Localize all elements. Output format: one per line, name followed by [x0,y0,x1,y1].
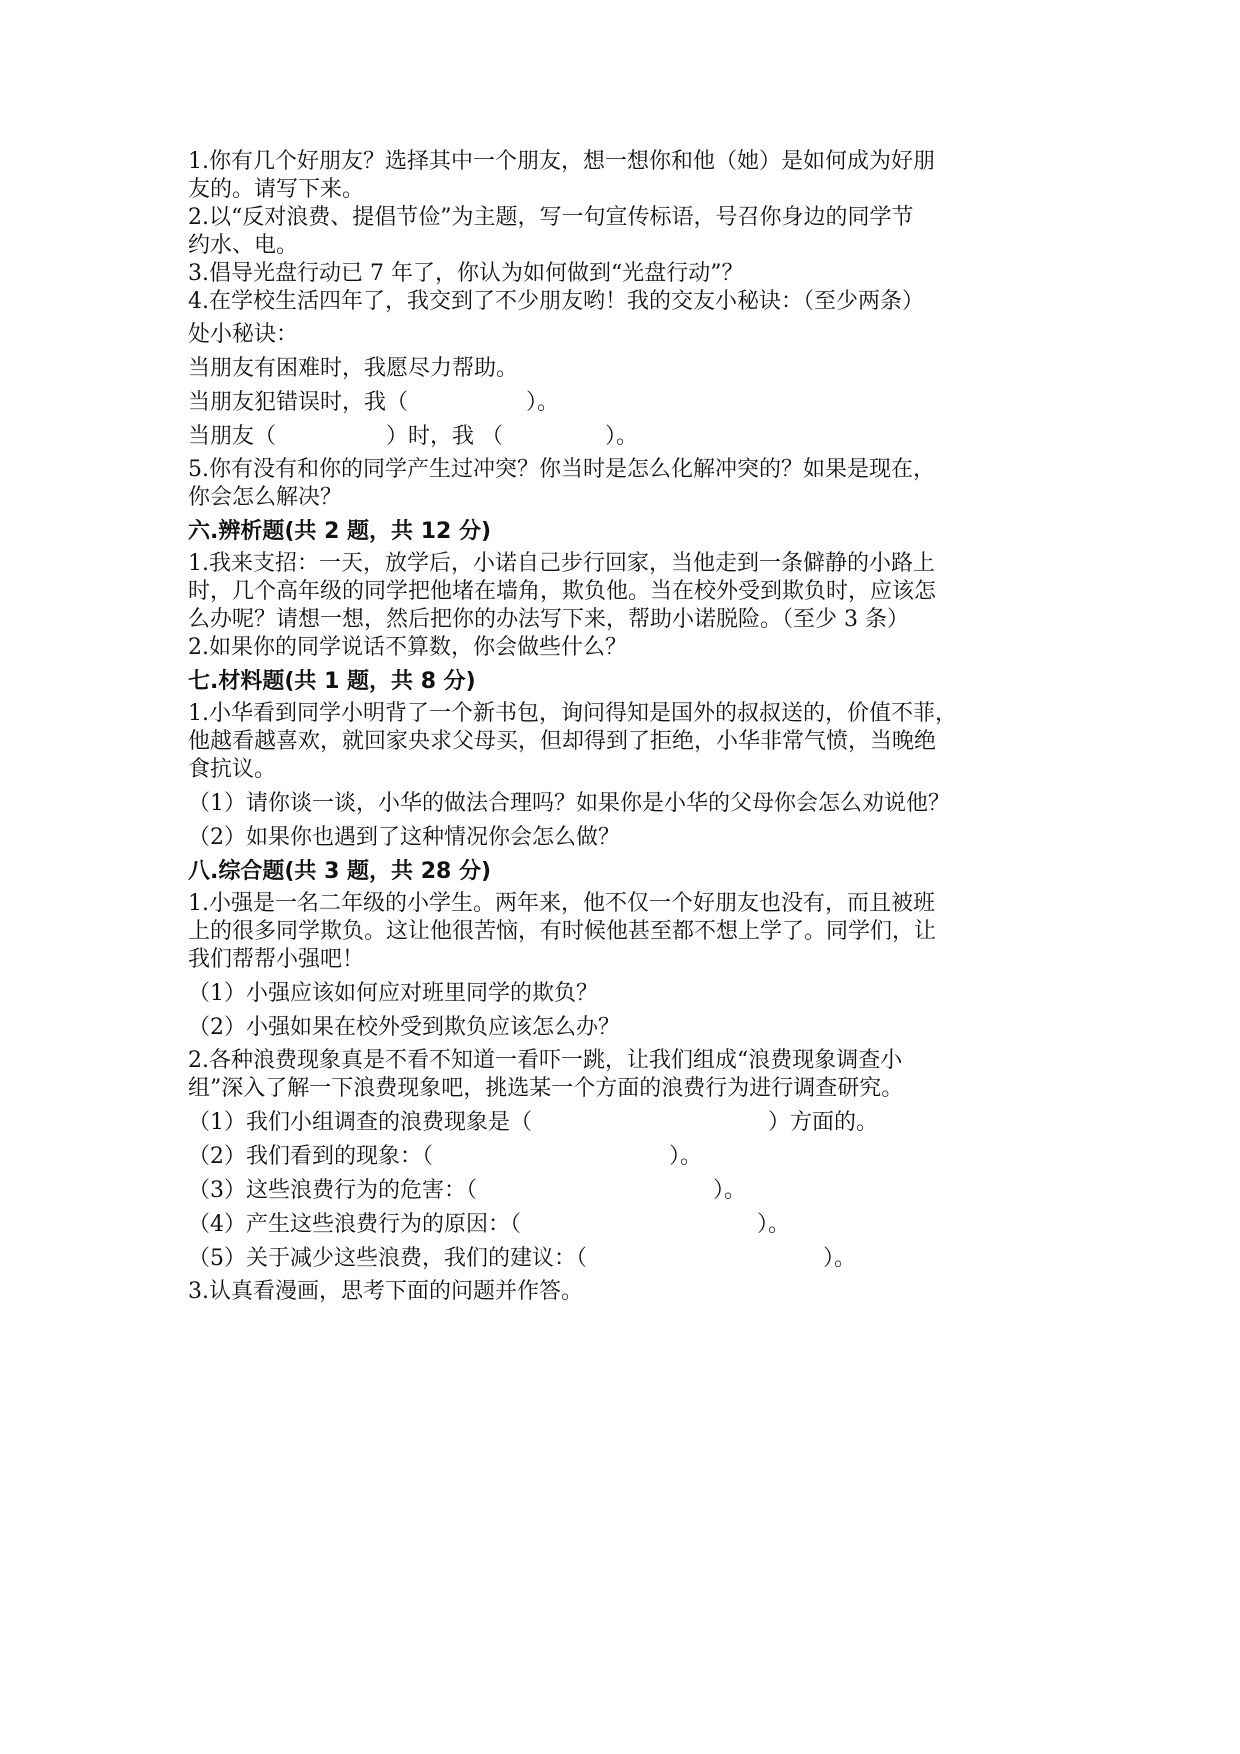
s8-q2-sub1-start: （1）我们小组调查的浪费现象是（ [188,1110,532,1135]
s8-q1-line2: 上的很多同学欺负。这让他很苦恼，有时候他甚至都不想上学了。同学们，让 [188,919,937,944]
s7-q1-line2: 他越看越喜欢，就回家央求父母买，但却得到了拒绝，小华非常气愤，当晚绝 [188,729,937,754]
s7-q1-line3: 食抗议。 [188,757,277,782]
s5-q4: 4.在学校生活四年了，我交到了不少朋友哟！我的交友小秘诀：（至少两条） [188,289,924,314]
s5-q4-tip3 [188,423,1070,451]
s8-q2-sub5-end: ）。 [823,1246,857,1271]
section-8-heading: 八.综合题(共 3 题，共 28 分) [188,859,492,884]
s8-q2-line2: 组”深入了解一下浪费现象吧，挑选某一个方面的浪费行为进行调查研究。 [188,1076,904,1101]
s8-q1-sub2: （2）小强如果在校外受到欺负应该怎么办？ [188,1015,620,1040]
s6-q2: 2.如果你的同学说话不算数，你会做些什么？ [188,635,627,660]
s8-q2-sub5-start: （5）关于减少这些浪费，我们的建议：（ [188,1246,587,1271]
s8-q2-sub4-end: ）。 [757,1212,791,1237]
s8-q2-line1: 2.各种浪费现象真是不看不知道一看吓一跳，让我们组成“浪费现象调查小 [188,1048,903,1073]
section-7-heading: 七.材料题(共 1 题，共 8 分) [188,669,476,694]
s5-q5-line1: 5.你有没有和你的同学产生过冲突？你当时是怎么化解冲突的？如果是现在， [188,457,935,482]
section-7 [188,668,1070,852]
s5-q1-line1: 1.你有几个好朋友？选择其中一个朋友，想一想你和他（她）是如何成为好朋 [188,149,935,174]
s8-q2-sub3-end: ）。 [713,1178,747,1203]
s5-q4-tip3-end: ）。 [605,424,639,449]
s7-q1-sub1: （1）请你谈一谈，小华的做法合理吗？如果你是小华的父母你会怎么劝说他？ [188,791,950,816]
s5-q4-tip3-mid: ）时，我 （ [386,424,504,449]
section-8 [188,858,1070,1306]
s6-q1-line2: 时，几个高年级的同学把他堵在墙角，欺负他。当在校外受到欺负时，应该怎 [188,579,937,604]
s8-q2-sub3-start: （3）这些浪费行为的危害：（ [188,1178,477,1203]
s8-q2-sub4 [188,1211,1070,1239]
s7-q1-line1: 1.小华看到同学小明背了一个新书包，询问得知是国外的叔叔送的，价值不菲， [188,701,957,726]
s8-q2-sub3 [188,1177,1070,1205]
s8-q2-sub5 [188,1245,1070,1273]
s5-q2-line2: 约水、电。 [188,233,299,258]
s5-q4-tip1: 当朋友有困难时，我愿尽力帮助。 [188,356,519,381]
s8-q2-sub2 [188,1143,1070,1171]
section-5-questions [188,148,1070,512]
s6-q1-line3: 么办呢？请想一想，然后把你的办法写下来，帮助小诺脱险。（至少 3 条） [188,607,909,632]
s8-q2-sub1-end: ）方面的。 [768,1110,879,1135]
s8-q2-sub4-start: （4）产生这些浪费行为的原因：（ [188,1212,521,1237]
s8-q3: 3.认真看漫画，思考下面的问题并作答。 [188,1279,583,1304]
s8-q2-sub1 [188,1109,1070,1137]
s5-q1-line2: 友的。请写下来。 [188,177,365,202]
s7-q1-sub2: （2）如果你也遇到了这种情况你会怎么做？ [188,825,620,850]
s8-q1-sub1: （1）小强应该如何应对班里同学的欺负？ [188,981,598,1006]
s5-q5-line2: 你会怎么解决？ [188,485,343,510]
s5-q4-tip2 [188,389,1070,417]
s8-q2-sub2-end: ）。 [669,1144,703,1169]
s5-q4-tips-label: 处小秘诀： [188,322,299,347]
s5-q4-tip3-start: 当朋友（ [188,424,277,449]
s5-q3: 3.倡导光盘行动已 7 年了，你认为如何做到“光盘行动”？ [188,261,744,286]
s5-q2-line1: 2.以“反对浪费、提倡节俭”为主题，写一句宣传标语，号召你身边的同学节 [188,205,914,230]
s8-q2-sub2-start: （2）我们看到的现象：（ [188,1144,433,1169]
s8-q1-line1: 1.小强是一名二年级的小学生。两年来，他不仅一个好朋友也没有，而且被班 [188,891,935,916]
section-6 [188,518,1070,662]
s5-q4-tip2-end: ）。 [526,390,560,415]
s5-q4-tip2-start: 当朋友犯错误时，我（ [188,390,409,415]
s8-q1-line3: 我们帮帮小强吧！ [188,947,365,972]
section-6-heading: 六.辨析题(共 2 题，共 12 分) [188,519,492,544]
s6-q1-line1: 1.我来支招：一天，放学后，小诺自己步行回家，当他走到一条僻静的小路上 [188,551,935,576]
